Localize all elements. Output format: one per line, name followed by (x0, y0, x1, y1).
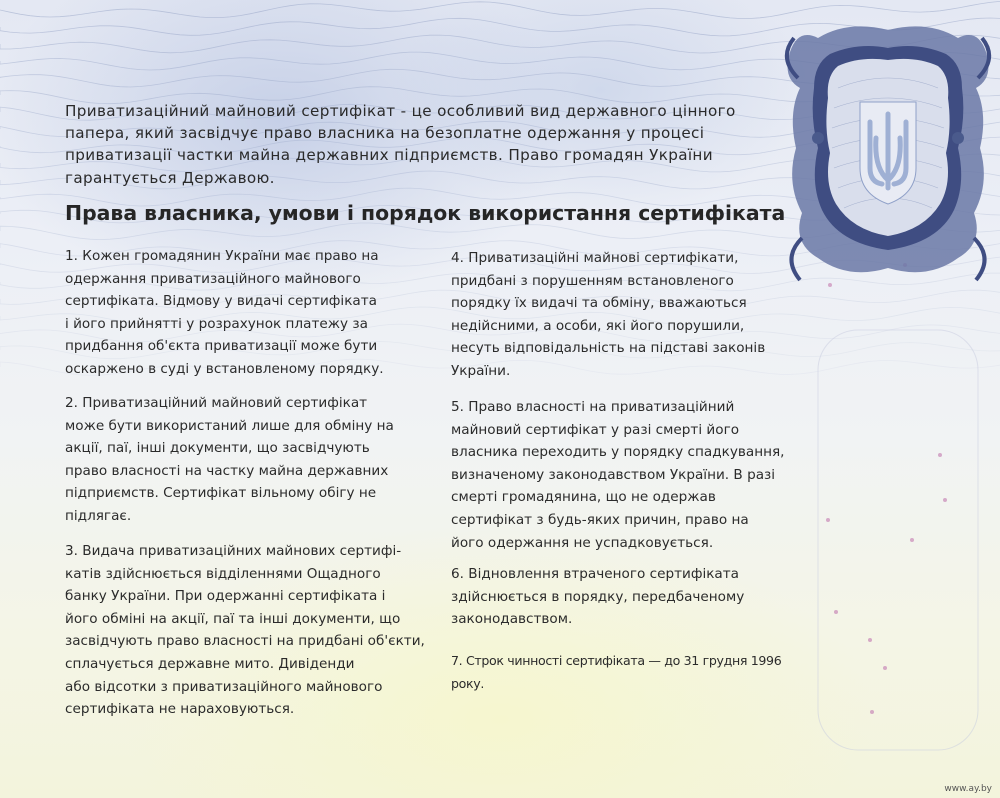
section-1-paragraph: 1. Кожен громадянин України має право на одержання приватизаційного майнового сертифіката. Відмову у видачі сертифіката і його прийнятті у розрахунок платежу за придбання об'єкта приватизації може бути оскаржено в суді у встановленому порядку. (65, 248, 384, 377)
site-watermark: www.ay.by (944, 784, 992, 794)
watermark-frame (818, 330, 978, 750)
security-fiber-dot (868, 638, 872, 642)
section-5-paragraph: 5. Право власності на приватизаційний майновий сертифікат у разі смерті його власника переходить у порядку спадкування, визначеному законодавством України. В разі смерті громадянина, що не одержав сертифікат з будь-яких причин, право на його одержання не успадковується. (451, 399, 785, 551)
intro-paragraph: Приватизаційний майновий сертифікат - це особливий вид державного цінного папера, який засвідчує право власника на безоплатне одержання у процесі приватизації частки майна державних підприємств. Право громадян України гарантується Державою. (65, 102, 736, 187)
guilloche-wave-line (0, 1, 1000, 18)
rights-heading: Права власника, умови і порядок використання сертифіката (65, 201, 786, 225)
security-fiber-dot (870, 710, 874, 714)
section-2-paragraph: 2. Приватизаційний майновий сертифікат може бути використаний лише для обміну на акції, паї, інші документи, що засвідчують право власності на частку майна державних підприємств. Сертифікат вільному обігу не підлягає. (65, 395, 394, 524)
security-fiber-dot (938, 453, 942, 457)
security-fiber-dot (834, 610, 838, 614)
security-fiber-dot (943, 498, 947, 502)
security-fiber-dot (910, 538, 914, 542)
section-4-paragraph: 4. Приватизаційні майнові сертифікати, придбані з порушенням встановленого порядку їх видачі та обміну, вважаються недійсними, а особи, які його порушили, несуть відповідальність на підставі законів України. (451, 250, 766, 379)
section-3-paragraph: 3. Видача приватизаційних майнових сертифі- катів здійснюється відділеннями Ощадного банку України. При одержанні сертифіката і його обміні на акції, паї та інші документи, що засвідчують право власності на придбані об'єкти, сплачується державне мито. Дивіденди або відсотки з приватизаційного майнового сертифіката не нараховуються. (65, 543, 425, 718)
security-fiber-dot (826, 518, 830, 522)
section-6-paragraph: 6. Відновлення втраченого сертифіката здійснюється в порядку, передбаченому законодавством. (451, 566, 745, 628)
security-fiber-dot (883, 666, 887, 670)
section-7-paragraph: 7. Строк чинності сертифіката — до 31 грудня 1996 року. (451, 653, 782, 691)
trident-coat-of-arms-icon (778, 18, 998, 288)
